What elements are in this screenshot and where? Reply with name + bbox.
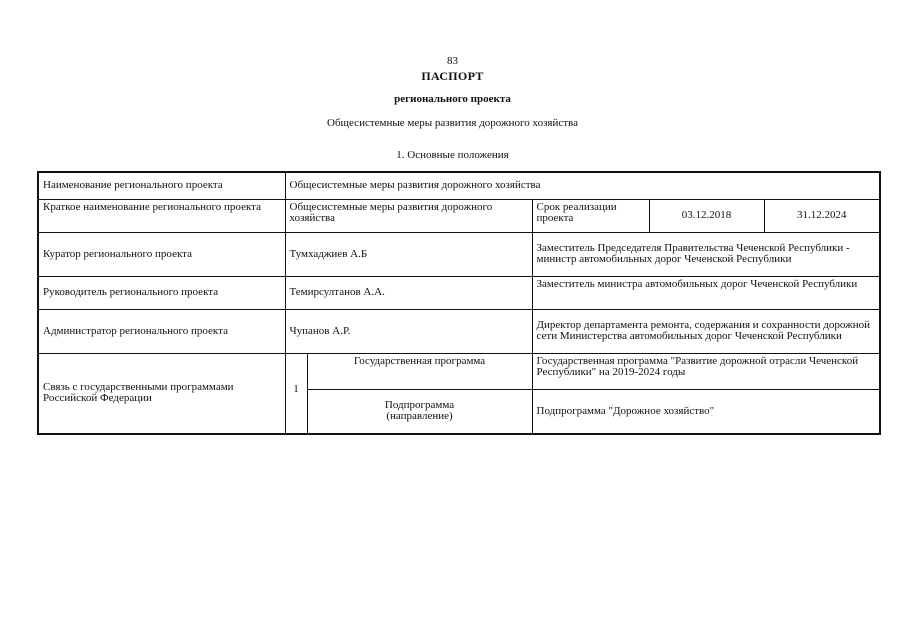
value-subprogram: Подпрограмма "Дорожное хозяйство"	[532, 389, 880, 434]
label-term: Срок реализации проекта	[532, 199, 649, 232]
value-state-program: Государственная программа "Развитие дорожной отрасли Чеченской Республики" на 2019-2024 годы	[532, 353, 880, 389]
project-name: Общесистемные меры развития дорожного хозяйства	[327, 117, 578, 129]
value-head-name: Темирсултанов А.А.	[285, 276, 532, 309]
table-row-curator	[38, 232, 880, 276]
page-number: 83	[447, 55, 458, 67]
label-head: Руководитель регионального проекта	[38, 276, 285, 309]
label-project-name: Наименование регионального проекта	[38, 172, 285, 199]
value-short-name: Общесистемные меры развития дорожного хозяйства	[285, 199, 532, 232]
label-subprogram: Подпрограмма (направление)	[307, 389, 532, 434]
table-row-admin	[38, 309, 880, 353]
value-program-number: 1	[285, 353, 307, 434]
table-row-name	[38, 172, 880, 199]
label-state-program: Государственная программа	[307, 353, 532, 389]
value-head-position: Заместитель министра автомобильных дорог Чеченской Республики	[532, 276, 880, 309]
table-row-head	[38, 276, 880, 309]
label-program-link: Связь с государственными программами Российской Федерации	[38, 353, 285, 434]
document-subtitle: регионального проекта	[394, 93, 511, 105]
value-curator-name: Тумхаджиев А.Б	[285, 232, 532, 276]
passport-table	[37, 171, 881, 435]
table-row-program	[38, 353, 880, 389]
value-project-name: Общесистемные меры развития дорожного хозяйства	[285, 172, 880, 199]
table-row-short-name	[38, 199, 880, 232]
label-admin: Администратор регионального проекта	[38, 309, 285, 353]
section-title: 1. Основные положения	[396, 149, 509, 161]
label-curator: Куратор регионального проекта	[38, 232, 285, 276]
value-admin-position: Директор департамента ремонта, содержания и сохранности дорожной сети Министерства автомобильных дорог Чеченской Республики	[532, 309, 880, 353]
value-curator-position: Заместитель Председателя Правительства Чеченской Республики - министр автомобильных дорог Чеченской Республики	[532, 232, 880, 276]
value-end-date: 31.12.2024	[764, 199, 880, 232]
label-short-name: Краткое наименование регионального проекта	[38, 199, 285, 232]
value-admin-name: Чупанов А.Р.	[285, 309, 532, 353]
value-start-date: 03.12.2018	[649, 199, 764, 232]
document-title: ПАСПОРТ	[421, 69, 484, 83]
